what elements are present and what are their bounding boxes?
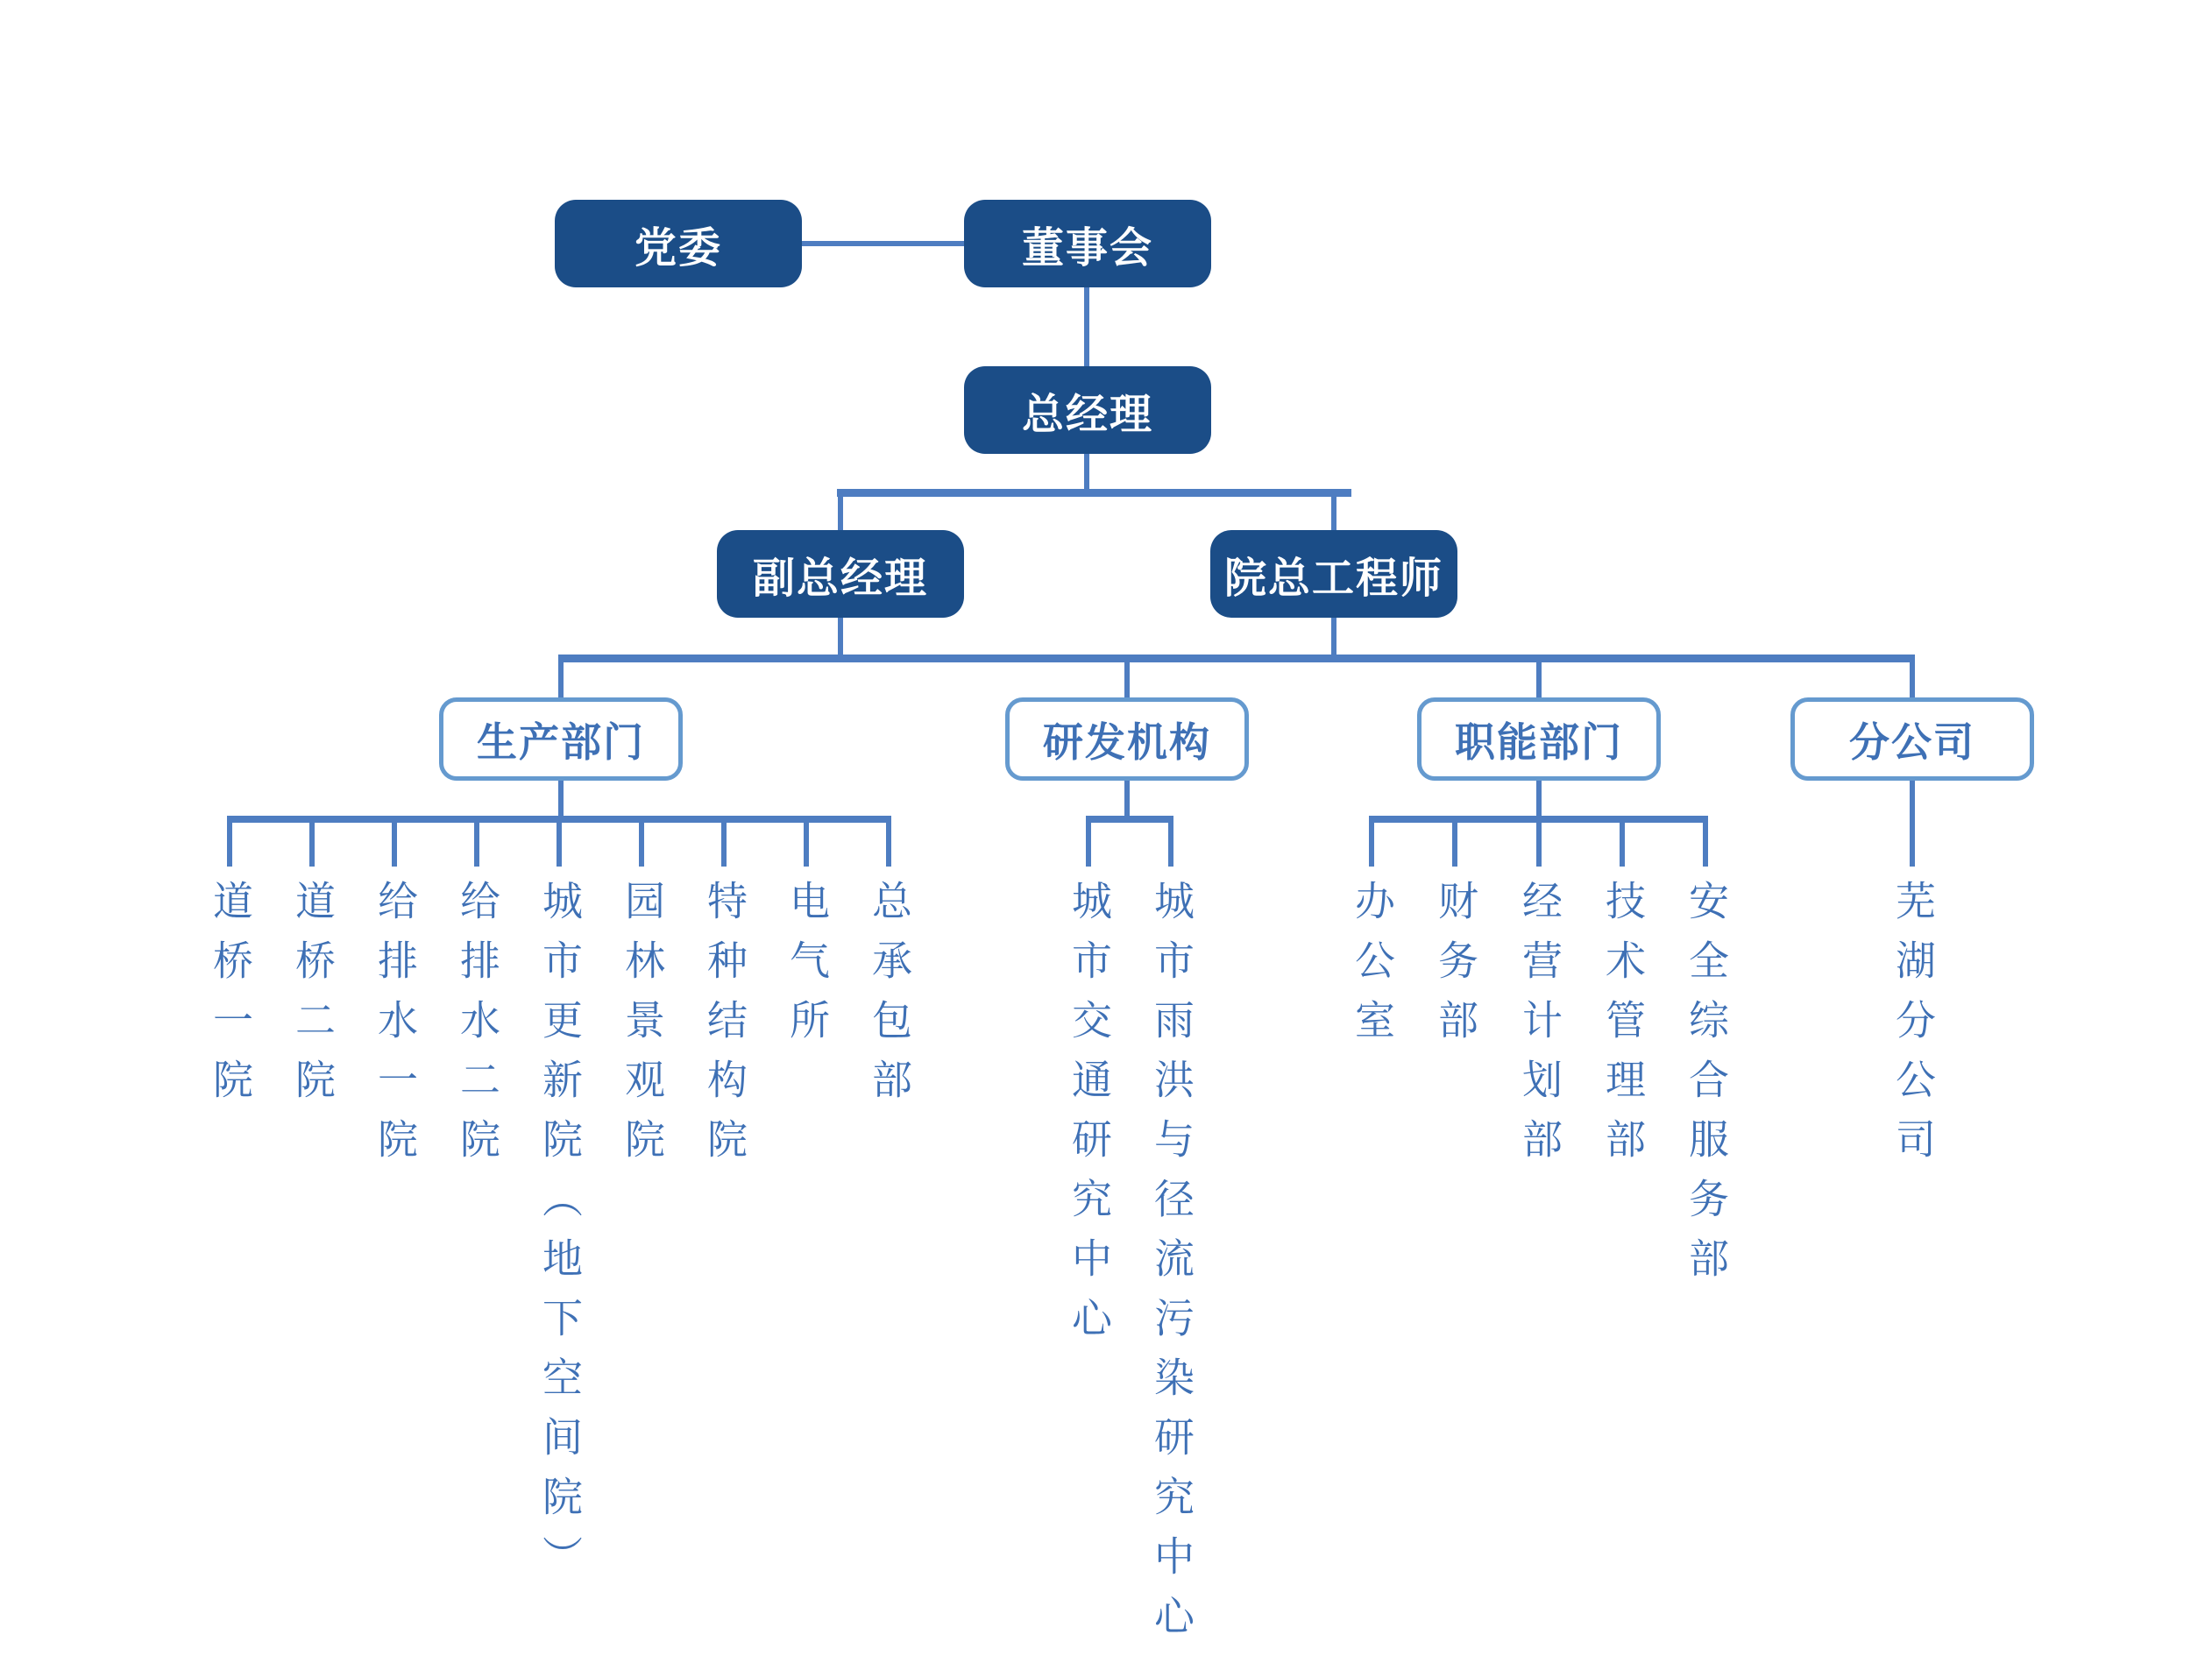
connector-branch-leaf [1910,781,1915,867]
leaf-production-9: 总承包部 [867,880,911,1118]
leaf-production-1: 道桥一院 [208,880,252,1118]
leaf-stub [721,823,727,867]
leaf-stub [557,823,562,867]
connector-gm-bar1 [1084,454,1089,491]
party-committee-label: 党委 [634,224,722,272]
leaf-branch-1: 芜湖分公司 [1890,880,1935,1178]
connector-board-gm [1084,287,1089,366]
leaf-production-7: 特种结构院 [702,880,747,1178]
leaf-functional-4: 技术管理部 [1600,880,1645,1178]
leaf-production-8: 电气所 [784,880,829,1058]
connector-party-board [802,241,964,246]
production-dept-node [439,697,683,781]
branch-dept-label: 分公司 [1849,719,1975,765]
general-manager-node [964,366,1211,454]
leaf-stub [1703,823,1708,867]
board-of-directors-node [964,200,1211,287]
leaf-functional-1: 办公室 [1350,880,1394,1058]
leaf-stub [804,823,809,867]
leaf-stub [227,823,232,867]
leaf-stub [1168,823,1173,867]
rnd-dept-label: 研发机构 [1043,719,1211,765]
connector-production-bar3 [558,781,564,817]
branch-dept-node [1790,697,2034,781]
deputy-general-manager-label: 副总经理 [752,555,928,602]
leaf-rnd-1: 城市交通研究中心 [1067,880,1111,1356]
party-committee-node [555,200,802,287]
connector-bar2-rnd [1124,661,1130,699]
production-dept-label: 生产部门 [477,719,645,765]
connector-bar2 [558,655,1915,662]
functional-dept-node [1417,697,1661,781]
connector-bar1 [837,489,1351,497]
connector-bar3-rnd [1086,816,1173,823]
leaf-stub [309,823,315,867]
connector-bar2-branch [1910,661,1915,699]
leaf-stub [474,823,479,867]
leaf-stub [1620,823,1625,867]
connector-bar1-dgm [838,495,843,532]
leaf-stub [886,823,891,867]
leaf-production-4: 给排水二院 [455,880,500,1178]
connector-rnd-bar3 [1124,781,1130,817]
rnd-dept-node [1005,697,1249,781]
leaf-production-6: 园林景观院 [620,880,664,1178]
connector-bar2-functional [1536,661,1542,699]
connector-bar2-production [558,661,564,699]
connector-bar1-chief [1331,495,1336,532]
leaf-stub [392,823,397,867]
board-of-directors-label: 董事会 [1021,224,1153,272]
chief-engineer-node [1210,530,1457,618]
connector-chief-bar2 [1331,616,1336,656]
general-manager-label: 总经理 [1021,391,1153,438]
leaf-production-2: 道桥二院 [290,880,335,1118]
leaf-stub [639,823,644,867]
leaf-production-5: 城市更新院（地下空间院） [537,880,582,1595]
leaf-functional-2: 财务部 [1433,880,1478,1058]
leaf-functional-5: 安全综合服务部 [1684,880,1728,1297]
leaf-production-3: 给排水一院 [372,880,417,1178]
connector-dgm-bar2 [838,616,843,656]
leaf-rnd-2: 城市雨洪与径流污染研究中心 [1149,880,1194,1654]
leaf-stub [1086,823,1091,867]
deputy-general-manager-node [717,530,964,618]
connector-bar3-production [227,816,891,823]
chief-engineer-label: 院总工程师 [1223,555,1443,602]
connector-functional-bar3 [1536,781,1542,817]
leaf-stub [1369,823,1374,867]
connector-bar3-functional [1369,816,1708,823]
leaf-stub [1452,823,1457,867]
leaf-functional-3: 经营计划部 [1517,880,1562,1178]
leaf-stub [1536,823,1542,867]
functional-dept-label: 职能部门 [1455,719,1623,765]
